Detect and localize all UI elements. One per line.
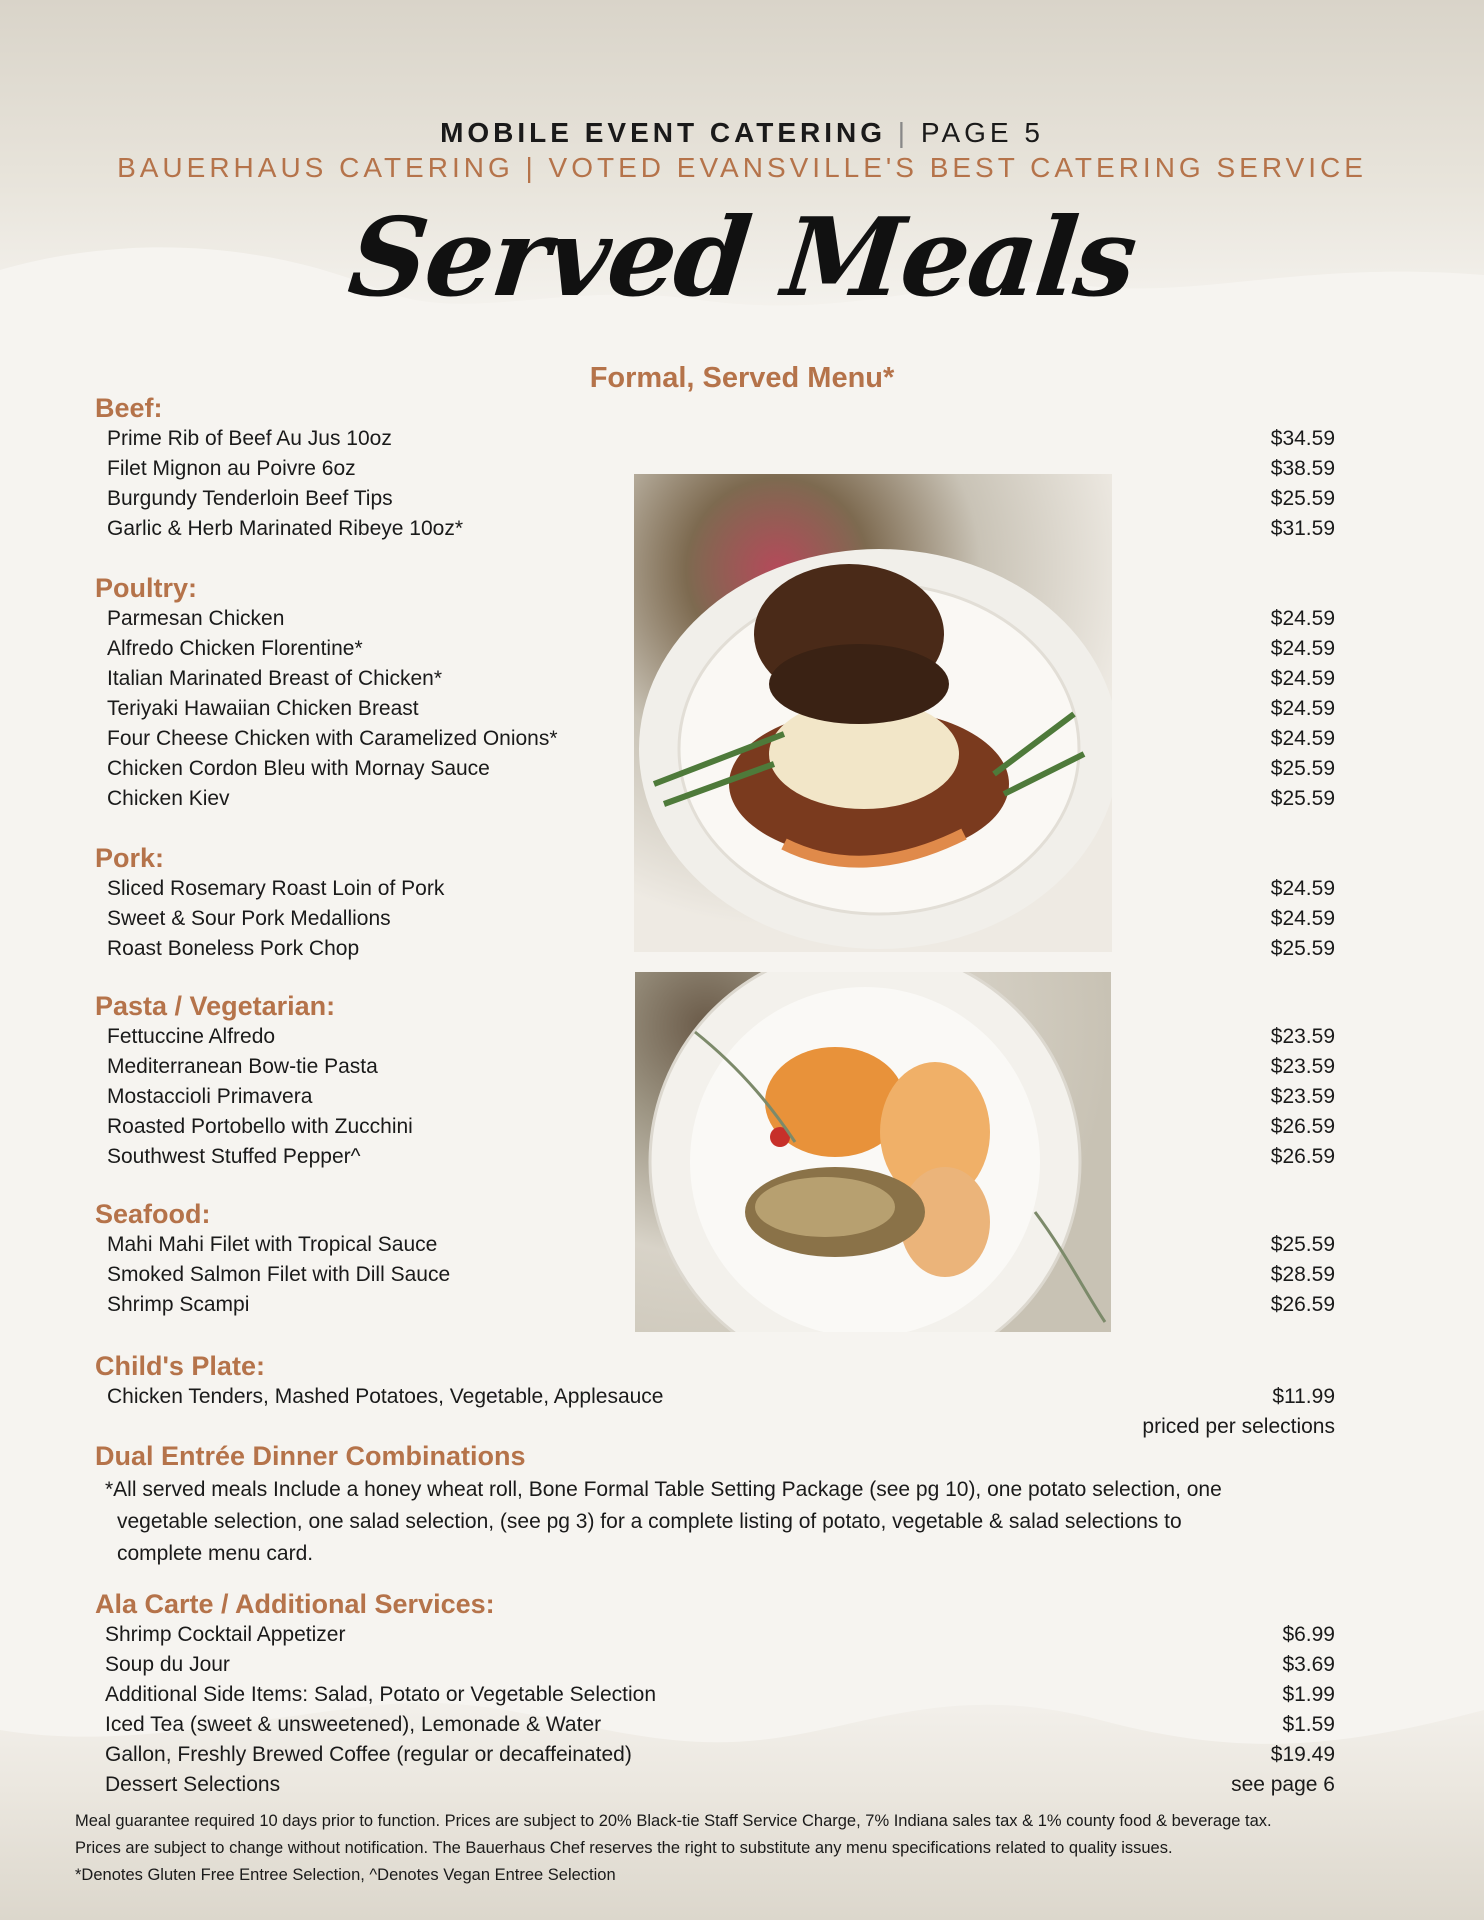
menu-item xyxy=(95,1382,1335,1412)
menu-item xyxy=(95,904,1335,934)
section-pasta-vegetarian xyxy=(95,990,1335,1172)
item-name: Alfredo Chicken Florentine* xyxy=(107,637,363,660)
menu-item xyxy=(95,664,1335,694)
section-pork xyxy=(95,842,1335,964)
header-tagline: BAUERHAUS CATERING | VOTED EVANSVILLE'S BEST CATERING SERVICE xyxy=(117,152,1367,183)
item-price: $23.59 xyxy=(1270,1085,1335,1108)
menu-item xyxy=(95,484,1335,514)
item-name: Iced Tea (sweet & unsweetened), Lemonade & Water xyxy=(105,1713,602,1736)
section-heading-beef: Beef: xyxy=(95,393,163,423)
menu-item xyxy=(95,784,1335,814)
item-price: $24.59 xyxy=(1270,877,1335,900)
section-heading-pasta: Pasta / Vegetarian: xyxy=(95,991,336,1021)
menu-item xyxy=(95,724,1335,754)
served-meals-note xyxy=(105,1474,1255,1570)
menu-item xyxy=(95,424,1335,454)
item-name: Gallon, Freshly Brewed Coffee (regular or decaffeinated) xyxy=(105,1743,632,1766)
item-name: Chicken Cordon Bleu with Mornay Sauce xyxy=(107,757,490,780)
menu-item xyxy=(95,604,1335,634)
header-page-number: PAGE 5 xyxy=(920,117,1044,148)
item-price: $25.59 xyxy=(1270,1233,1335,1256)
item-name: Teriyaki Hawaiian Chicken Breast xyxy=(107,697,419,720)
item-name: Chicken Kiev xyxy=(107,787,230,810)
item-name: Filet Mignon au Poivre 6oz xyxy=(107,457,356,480)
header-separator: | xyxy=(897,117,910,148)
section-heading-dual: Dual Entrée Dinner Combinations xyxy=(95,1441,526,1471)
item-price: $31.59 xyxy=(1270,517,1335,540)
menu-item xyxy=(95,1022,1335,1052)
item-price: $25.59 xyxy=(1270,787,1335,810)
note-line-1: *All served meals Include a honey wheat roll, Bone Formal Table Setting Package (see pg 10), one potato selection, one xyxy=(105,1478,1222,1501)
menu-item xyxy=(95,934,1335,964)
menu-item xyxy=(95,754,1335,784)
item-price: $1.99 xyxy=(1282,1683,1335,1706)
header-catering-label: MOBILE EVENT CATERING xyxy=(440,117,886,148)
item-price: $24.59 xyxy=(1270,607,1335,630)
item-price: $24.59 xyxy=(1270,907,1335,930)
item-price: $3.69 xyxy=(1282,1653,1335,1676)
item-name: Additional Side Items: Salad, Potato or Vegetable Selection xyxy=(105,1683,657,1706)
item-name: Sliced Rosemary Roast Loin of Pork xyxy=(107,877,445,900)
item-price: $26.59 xyxy=(1270,1293,1335,1316)
menu-item xyxy=(95,694,1335,724)
item-name: Burgundy Tenderloin Beef Tips xyxy=(107,487,393,510)
item-name: Soup du Jour xyxy=(105,1653,230,1676)
note-line-2: vegetable selection, one salad selection, (see pg 3) for a complete listing of potato, vegetable & salad selections to xyxy=(117,1510,1182,1533)
item-price: $25.59 xyxy=(1270,937,1335,960)
item-price: $24.59 xyxy=(1270,697,1335,720)
menu-item xyxy=(95,1740,1335,1770)
menu-subtitle: Formal, Served Menu* xyxy=(589,362,895,394)
item-name: Italian Marinated Breast of Chicken* xyxy=(107,667,443,690)
item-price-note: priced per selections xyxy=(1142,1415,1335,1438)
section-seafood xyxy=(95,1198,1335,1320)
item-name: Mediterranean Bow-tie Pasta xyxy=(107,1055,378,1078)
menu-item xyxy=(95,1680,1335,1710)
item-price: $6.99 xyxy=(1282,1623,1335,1646)
item-price: $38.59 xyxy=(1270,457,1335,480)
section-ala-carte xyxy=(95,1588,1335,1800)
item-price: $28.59 xyxy=(1270,1263,1335,1286)
item-name: Chicken Tenders, Mashed Potatoes, Vegetable, Applesauce xyxy=(107,1385,664,1408)
menu-item xyxy=(95,1620,1335,1650)
menu-item xyxy=(95,454,1335,484)
section-heading-seafood: Seafood: xyxy=(95,1199,211,1229)
item-price: $26.59 xyxy=(1270,1115,1335,1138)
item-price: $24.59 xyxy=(1270,637,1335,660)
item-name: Mahi Mahi Filet with Tropical Sauce xyxy=(107,1233,438,1256)
item-name: Shrimp Cocktail Appetizer xyxy=(105,1623,346,1646)
menu-item xyxy=(95,1290,1335,1320)
item-price: $25.59 xyxy=(1270,757,1335,780)
section-heading-pork: Pork: xyxy=(95,843,165,873)
item-name: Four Cheese Chicken with Caramelized Onions* xyxy=(107,727,558,750)
menu-item xyxy=(95,1770,1335,1800)
menu-item xyxy=(95,1112,1335,1142)
section-childs-plate xyxy=(95,1350,1335,1442)
page-title: Served Meals xyxy=(343,195,1141,321)
item-price: $23.59 xyxy=(1270,1055,1335,1078)
item-price: see page 6 xyxy=(1231,1773,1335,1796)
menu-item xyxy=(95,1260,1335,1290)
item-name: Fettuccine Alfredo xyxy=(107,1025,276,1048)
item-price: $24.59 xyxy=(1270,667,1335,690)
menu-item-note xyxy=(95,1412,1335,1442)
menu-item xyxy=(95,874,1335,904)
section-dual-entree xyxy=(95,1440,1335,1472)
item-name: Roasted Portobello with Zucchini xyxy=(107,1115,413,1138)
menu-item xyxy=(95,634,1335,664)
item-price: $24.59 xyxy=(1270,727,1335,750)
item-name: Mostaccioli Primavera xyxy=(107,1085,313,1108)
footer-line-3: *Denotes Gluten Free Entree Selection, ^Denotes Vegan Entree Selection xyxy=(75,1866,616,1884)
menu-item xyxy=(95,1052,1335,1082)
section-heading-poultry: Poultry: xyxy=(95,573,198,603)
item-name: Prime Rib of Beef Au Jus 10oz xyxy=(107,427,392,450)
item-name: Parmesan Chicken xyxy=(107,607,285,630)
menu-item xyxy=(95,1082,1335,1112)
item-price: $23.59 xyxy=(1270,1025,1335,1048)
menu-item xyxy=(95,1650,1335,1680)
section-heading-ala-carte: Ala Carte / Additional Services: xyxy=(95,1589,495,1619)
footer-line-2: Prices are subject to change without notification. The Bauerhaus Chef reserves the right to substitute any menu specifications related to quality issues. xyxy=(75,1839,1173,1857)
item-name: Garlic & Herb Marinated Ribeye 10oz* xyxy=(107,517,463,540)
section-poultry xyxy=(95,572,1335,814)
header-title xyxy=(0,117,1484,149)
menu-item xyxy=(95,1142,1335,1172)
item-name: Southwest Stuffed Pepper^ xyxy=(107,1145,361,1168)
menu-item xyxy=(95,1710,1335,1740)
footer-line-1: Meal guarantee required 10 days prior to function. Prices are subject to 20% Black-tie Staff Service Charge, 7% Indiana sales tax & 1% county food & beverage tax. xyxy=(75,1812,1272,1830)
menu-item xyxy=(95,514,1335,544)
section-beef xyxy=(95,392,1335,544)
item-price: $26.59 xyxy=(1270,1145,1335,1168)
item-price: $19.49 xyxy=(1270,1743,1335,1766)
footer-terms xyxy=(75,1808,1415,1889)
item-name: Smoked Salmon Filet with Dill Sauce xyxy=(107,1263,451,1286)
note-line-3: complete menu card. xyxy=(117,1542,314,1565)
item-name: Sweet & Sour Pork Medallions xyxy=(107,907,391,930)
item-price: $25.59 xyxy=(1270,487,1335,510)
item-price: $34.59 xyxy=(1270,427,1335,450)
menu-item xyxy=(95,1230,1335,1260)
item-name: Dessert Selections xyxy=(105,1773,281,1796)
item-price: $1.59 xyxy=(1282,1713,1335,1736)
item-name: Shrimp Scampi xyxy=(107,1293,250,1316)
section-heading-child: Child's Plate: xyxy=(95,1351,265,1381)
item-name: Roast Boneless Pork Chop xyxy=(107,937,360,960)
item-price: $11.99 xyxy=(1272,1385,1335,1408)
